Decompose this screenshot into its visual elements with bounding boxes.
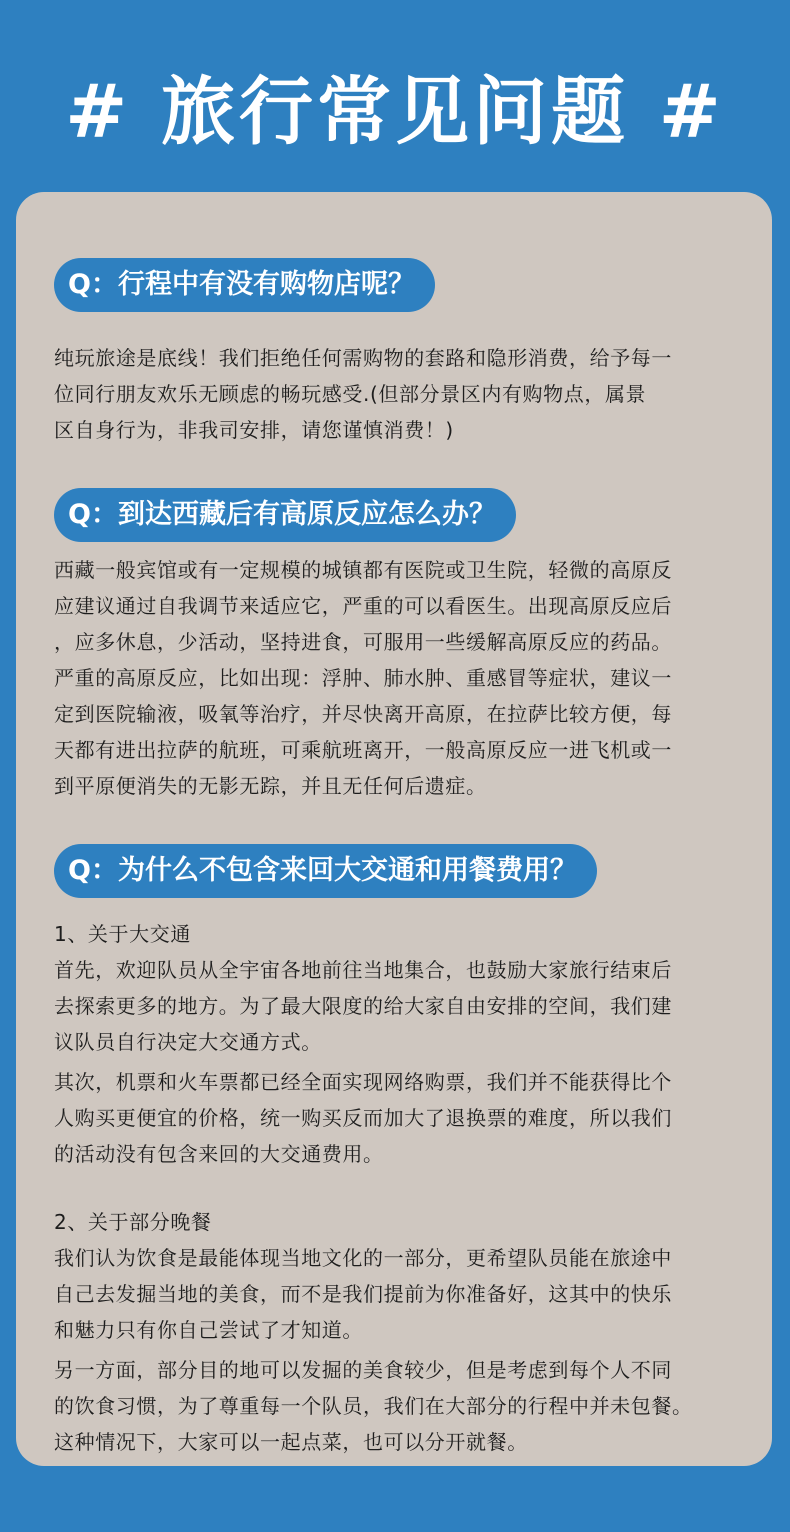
answer-line: 其次，机票和火车票都已经全面实现网络购票，我们并不能获得比个 bbox=[54, 1070, 672, 1094]
answer-line: 这种情况下，大家可以一起点菜，也可以分开就餐。 bbox=[54, 1430, 528, 1454]
answer-line: 首先，欢迎队员从全宇宙各地前往当地集合，也鼓励大家旅行结束后 bbox=[54, 958, 672, 982]
answer-shopping bbox=[54, 340, 754, 448]
answer-line: 和魅力只有你自己尝试了才知道。 bbox=[54, 1318, 363, 1342]
answer-line: 纯玩旅途是底线！我们拒绝任何需购物的套路和隐形消费，给予每一 bbox=[54, 346, 672, 370]
section-heading: 2、关于部分晚餐 bbox=[54, 1210, 212, 1234]
question-costs: Q：为什么不包含来回大交通和用餐费用？ bbox=[54, 844, 597, 898]
answer-line: 西藏一般宾馆或有一定规模的城镇都有医院或卫生院，轻微的高原反 bbox=[54, 558, 672, 582]
answer-line: 严重的高原反应，比如出现：浮肿、肺水肿、重感冒等症状，建议一 bbox=[54, 666, 672, 690]
answer-line: 的活动没有包含来回的大交通费用。 bbox=[54, 1142, 384, 1166]
answer-line: 的饮食习惯，为了尊重每一个队员，我们在大部分的行程中并未包餐。 bbox=[54, 1394, 693, 1418]
answer-dinner bbox=[54, 1204, 754, 1460]
page-title: # 旅行常见问题 # bbox=[65, 69, 725, 155]
answer-line: 去探索更多的地方。为了最大限度的给大家自由安排的空间，我们建 bbox=[54, 994, 672, 1018]
question-shopping: Q：行程中有没有购物店呢？ bbox=[54, 258, 435, 312]
answer-line: 另一方面，部分目的地可以发掘的美食较少，但是考虑到每个人不同 bbox=[54, 1358, 672, 1382]
answer-line: 定到医院输液，吸氧等治疗，并尽快离开高原，在拉萨比较方便，每 bbox=[54, 702, 672, 726]
question-altitude: Q：到达西藏后有高原反应怎么办？ bbox=[54, 488, 516, 542]
answer-transport bbox=[54, 916, 754, 1172]
answer-line: ，应多休息，少活动，坚持进食，可服用一些缓解高原反应的药品。 bbox=[54, 630, 672, 654]
answer-line: 议队员自行决定大交通方式。 bbox=[54, 1030, 322, 1054]
answer-line: 位同行朋友欢乐无顾虑的畅玩感受.(但部分景区内有购物点，属景 bbox=[54, 382, 647, 406]
answer-line: 到平原便消失的无影无踪，并且无任何后遗症。 bbox=[54, 774, 487, 798]
answer-line: 自己去发掘当地的美食，而不是我们提前为你准备好，这其中的快乐 bbox=[54, 1282, 672, 1306]
answer-line: 我们认为饮食是最能体现当地文化的一部分，更希望队员能在旅途中 bbox=[54, 1246, 672, 1270]
answer-line: 区自身行为，非我司安排，请您谨慎消费！) bbox=[54, 418, 454, 442]
faq-card bbox=[16, 192, 772, 1466]
section-heading: 1、关于大交通 bbox=[54, 922, 191, 946]
answer-line: 天都有进出拉萨的航班，可乘航班离开，一般高原反应一进飞机或一 bbox=[54, 738, 672, 762]
answer-line: 应建议通过自我调节来适应它，严重的可以看医生。出现高原反应后 bbox=[54, 594, 672, 618]
answer-altitude bbox=[54, 552, 754, 804]
answer-line: 人购买更便宜的价格，统一购买反而加大了退换票的难度，所以我们 bbox=[54, 1106, 672, 1130]
